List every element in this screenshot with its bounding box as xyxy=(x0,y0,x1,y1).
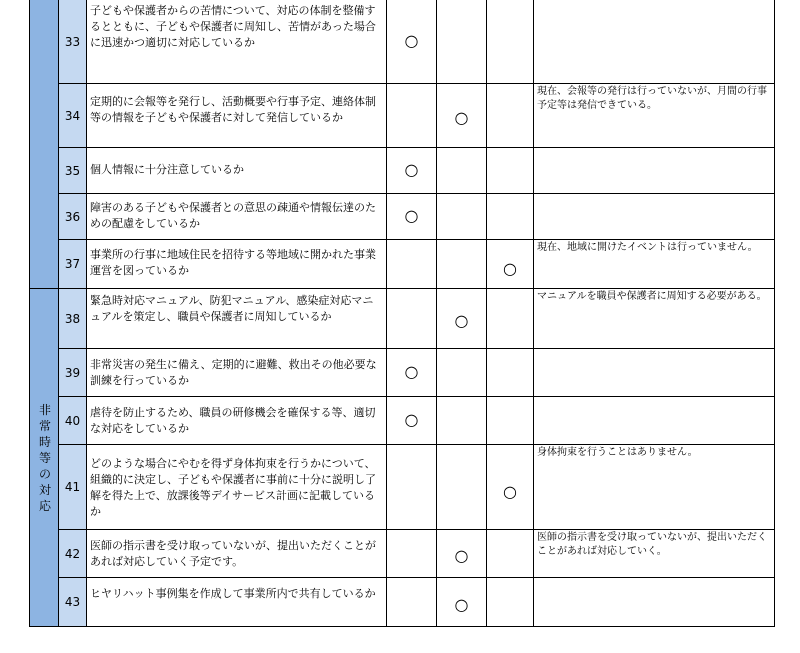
comment-cell: 現在、会報等の発行は行っていないが、月間の行事予定等は発信できている。 xyxy=(534,84,775,148)
mark-cell-partial xyxy=(437,0,487,84)
mark-cell-partial xyxy=(437,578,487,627)
mark-cell-no xyxy=(487,397,534,445)
item-number: 40 xyxy=(59,397,87,445)
mark-cell-partial xyxy=(437,194,487,240)
check-mark: ○ xyxy=(404,206,419,225)
mark-cell-no xyxy=(487,0,534,84)
mark-cell-yes xyxy=(387,397,437,445)
item-description: 虐待を防止するため、職員の研修機会を確保する等、適切な対応をしているか xyxy=(87,397,387,445)
table-row xyxy=(29,445,775,530)
table-row xyxy=(29,84,775,148)
comment-cell: 現在、地域に開けたイベントは行っていません。 xyxy=(534,240,775,289)
comment-cell xyxy=(534,148,775,194)
category-label: 非常時等の対応 xyxy=(38,403,51,513)
comment-cell xyxy=(534,194,775,240)
item-number: 39 xyxy=(59,349,87,397)
item-description: 事業所の行事に地域住民を招待する等地域に開かれた事業運営を図っているか xyxy=(87,240,387,289)
check-mark: ○ xyxy=(454,546,469,565)
table-row xyxy=(29,578,775,627)
item-description: どのような場合にやむを得ず身体拘束を行うかについて、組織的に決定し、子どもや保護者に事前に十分に説明し了解を得た上で、放課後等デイサービス計画に記載しているか xyxy=(87,445,387,530)
mark-cell-yes xyxy=(387,148,437,194)
comment-cell xyxy=(534,578,775,627)
comment-cell: 医師の指示書を受け取っていないが、提出いただくことがあれば対応していく。 xyxy=(534,530,775,578)
item-description: 非常災害の発生に備え、定期的に避難、救出その他必要な訓練を行っているか xyxy=(87,349,387,397)
mark-cell-no xyxy=(487,445,534,530)
mark-cell-no xyxy=(487,84,534,148)
item-number: 43 xyxy=(59,578,87,627)
check-mark: ○ xyxy=(454,108,469,127)
item-number: 41 xyxy=(59,445,87,530)
check-mark: ○ xyxy=(503,259,517,278)
mark-cell-yes xyxy=(387,84,437,148)
item-description: ヒヤリハット事例集を作成して事業所内で共有しているか xyxy=(87,578,387,627)
check-mark: ○ xyxy=(454,595,469,614)
comment-cell xyxy=(534,0,775,84)
mark-cell-partial xyxy=(437,289,487,349)
mark-cell-no xyxy=(487,530,534,578)
mark-cell-partial xyxy=(437,445,487,530)
mark-cell-no xyxy=(487,578,534,627)
mark-cell-yes xyxy=(387,289,437,349)
mark-cell-partial xyxy=(437,84,487,148)
item-description: 子どもや保護者からの苦情について、対応の体制を整備するとともに、子どもや保護者に周知し、苦情があった場合に迅速かつ適切に対応しているか xyxy=(87,0,387,84)
item-number: 37 xyxy=(59,240,87,289)
mark-cell-no xyxy=(487,148,534,194)
table-row xyxy=(29,194,775,240)
mark-cell-yes xyxy=(387,349,437,397)
table-row xyxy=(29,397,775,445)
check-mark: ○ xyxy=(404,31,419,50)
mark-cell-partial xyxy=(437,349,487,397)
item-number: 35 xyxy=(59,148,87,194)
mark-cell-partial xyxy=(437,397,487,445)
item-description: 定期的に会報等を発行し、活動概要や行事予定、連絡体制等の情報を子どもや保護者に対して発信しているか xyxy=(87,84,387,148)
mark-cell-no xyxy=(487,289,534,349)
mark-cell-no xyxy=(487,240,534,289)
item-number: 36 xyxy=(59,194,87,240)
table-row xyxy=(29,530,775,578)
item-description: 障害のある子どもや保護者との意思の疎通や情報伝達のための配慮をしているか xyxy=(87,194,387,240)
item-description: 緊急時対応マニュアル、防犯マニュアル、感染症対応マニュアルを策定し、職員や保護者に周知しているか xyxy=(87,289,387,349)
mark-cell-yes xyxy=(387,0,437,84)
check-mark: ○ xyxy=(503,482,517,501)
table-row xyxy=(29,289,775,349)
comment-cell xyxy=(534,349,775,397)
check-mark: ○ xyxy=(404,160,419,179)
comment-cell: 身体拘束を行うことはありません。 xyxy=(534,445,775,530)
check-mark: ○ xyxy=(404,410,419,429)
mark-cell-partial xyxy=(437,148,487,194)
mark-cell-partial xyxy=(437,530,487,578)
item-number: 42 xyxy=(59,530,87,578)
item-description: 個人情報に十分注意しているか xyxy=(87,148,387,194)
table-row xyxy=(29,0,775,84)
comment-cell: マニュアルを職員や保護者に周知する必要がある。 xyxy=(534,289,775,349)
item-number: 38 xyxy=(59,289,87,349)
mark-cell-yes xyxy=(387,578,437,627)
mark-cell-no xyxy=(487,194,534,240)
check-mark: ○ xyxy=(454,311,469,330)
mark-cell-yes xyxy=(387,530,437,578)
table-row xyxy=(29,148,775,194)
mark-cell-yes xyxy=(387,445,437,530)
check-mark: ○ xyxy=(404,362,419,381)
mark-cell-no xyxy=(487,349,534,397)
table-row xyxy=(29,240,775,289)
item-number: 34 xyxy=(59,84,87,148)
mark-cell-yes xyxy=(387,194,437,240)
table-row xyxy=(29,349,775,397)
item-description: 医師の指示書を受け取っていないが、提出いただくことがあれば対応していく予定です。 xyxy=(87,530,387,578)
mark-cell-yes xyxy=(387,240,437,289)
item-number: 33 xyxy=(59,0,87,84)
comment-cell xyxy=(534,397,775,445)
mark-cell-partial xyxy=(437,240,487,289)
